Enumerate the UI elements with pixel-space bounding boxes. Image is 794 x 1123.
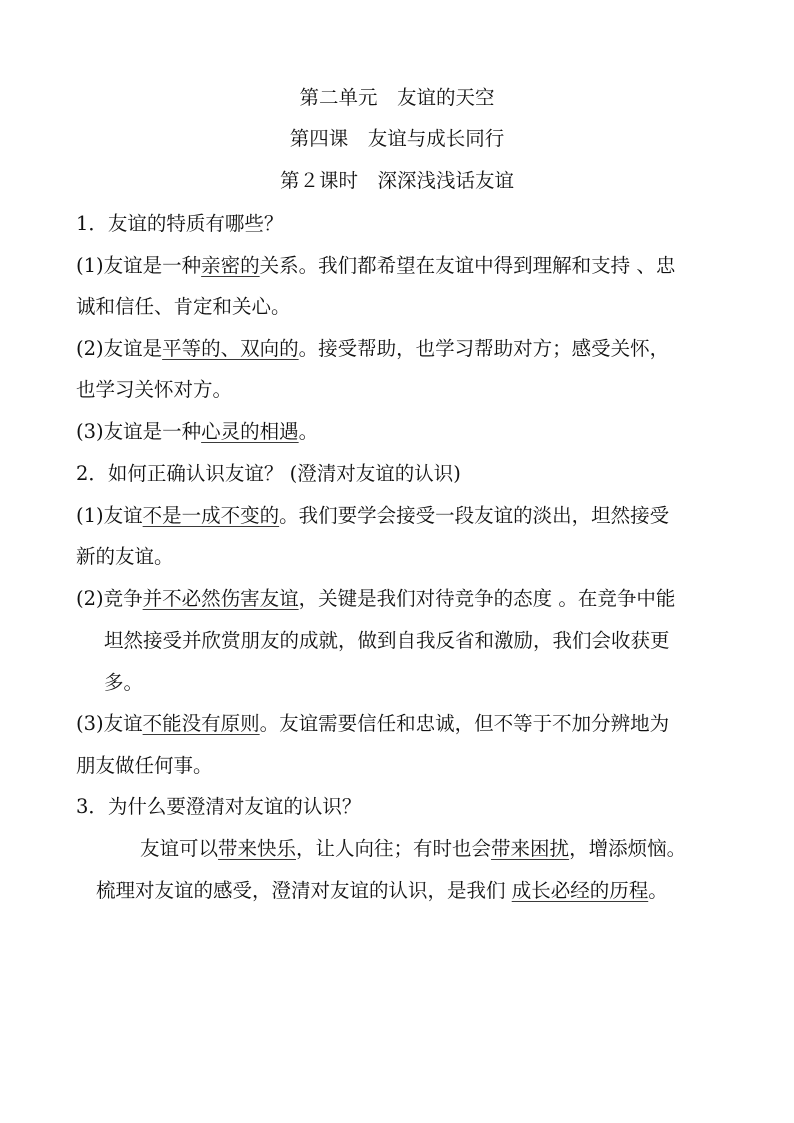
q3-l2-text-a: 梳理对友谊的感受，澄清对友谊的认识，是我们: [96, 879, 512, 902]
q3-l2-key-term: 成长必经的历程: [511, 879, 649, 902]
q2-point-2-continued-1: 坦然接受并欣赏朋友的成就，做到自我反省和激励，我们会收获更: [104, 629, 670, 652]
q2-p2-text-a: (2)竞争: [76, 587, 143, 610]
q3-l1-key-term-1: 带来快乐: [218, 837, 297, 860]
q1-p3-key-term: 心灵的相遇: [201, 420, 299, 443]
q1-p1-text-b: 关系。我们都希望在友谊中得到理解和支持 、忠: [259, 254, 676, 277]
lesson-title: 第四课 友谊与成长同行: [289, 127, 505, 150]
q1-p2-text-a: (2)友谊是: [76, 337, 163, 360]
q1-point-3: [76, 419, 318, 445]
q2-point-1: [76, 503, 669, 529]
q2-point-3-continued: 朋友做任何事。: [76, 754, 213, 777]
q3-l2-text-b: 。: [648, 879, 668, 902]
question-1-heading: 1．友谊的特质有哪些？: [76, 212, 284, 235]
q1-point-2: [76, 336, 669, 362]
q2-p3-text-b: 。友谊需要信任和忠诚，但不等于不加分辨地为: [259, 712, 670, 735]
period-title: 第２课时 深深浅浅话友谊: [279, 169, 514, 192]
q1-p2-text-b: 。接受帮助，也学习帮助对方；感受关怀，: [298, 337, 670, 360]
q2-p2-text-b: ，关键是我们对待竞争的态度 。在竞争中能: [298, 587, 676, 610]
q1-point-1-continued: 诚和信任、肯定和关心。: [76, 295, 291, 318]
q3-l1-key-term-2: 带来困扰: [491, 837, 570, 860]
q1-point-2-continued: 也学习关怀对方。: [76, 378, 233, 401]
question-3-heading: 3．为什么要澄清对友谊的认识？: [76, 795, 362, 818]
q2-p3-key-term: 不能没有原则: [142, 712, 260, 735]
q2-point-2-continued-2: 多。: [104, 671, 144, 694]
q2-p1-key-term: 不是一成不变的: [142, 504, 280, 527]
q1-point-1: [76, 253, 675, 279]
q2-p3-text-a: (3)友谊: [76, 712, 143, 735]
q1-p1-key-term: 亲密的: [201, 254, 260, 277]
q3-l1-text-a: 友谊可以: [140, 837, 219, 860]
question-2-heading: 2．如何正确认识友谊？ (澄清对友谊的认识): [76, 462, 461, 485]
q2-point-3: [76, 711, 669, 737]
q1-p2-key-term: 平等的、双向的: [162, 337, 299, 360]
q2-point-2: [76, 586, 675, 612]
q1-p3-text-b: 。: [298, 420, 319, 443]
q2-p1-text-b: 。我们要学会接受一段友谊的淡出，坦然接受: [279, 504, 670, 527]
q3-answer-line-2: [96, 878, 668, 904]
q2-point-1-continued: 新的友谊。: [76, 545, 174, 568]
q2-p2-key-term: 并不必然伤害友谊: [142, 587, 299, 610]
unit-title: 第二单元 友谊的天空: [299, 86, 495, 109]
q1-p3-text-a: (3)友谊是一种: [76, 420, 202, 443]
q3-answer-line-1: [140, 836, 686, 862]
q2-p1-text-a: (1)友谊: [76, 504, 143, 527]
q1-p1-text-a: (1)友谊是一种: [76, 254, 202, 277]
q3-l1-text-b: ，让人向往；有时也会: [296, 837, 492, 860]
q3-l1-text-c: ，增添烦恼。: [569, 837, 687, 860]
